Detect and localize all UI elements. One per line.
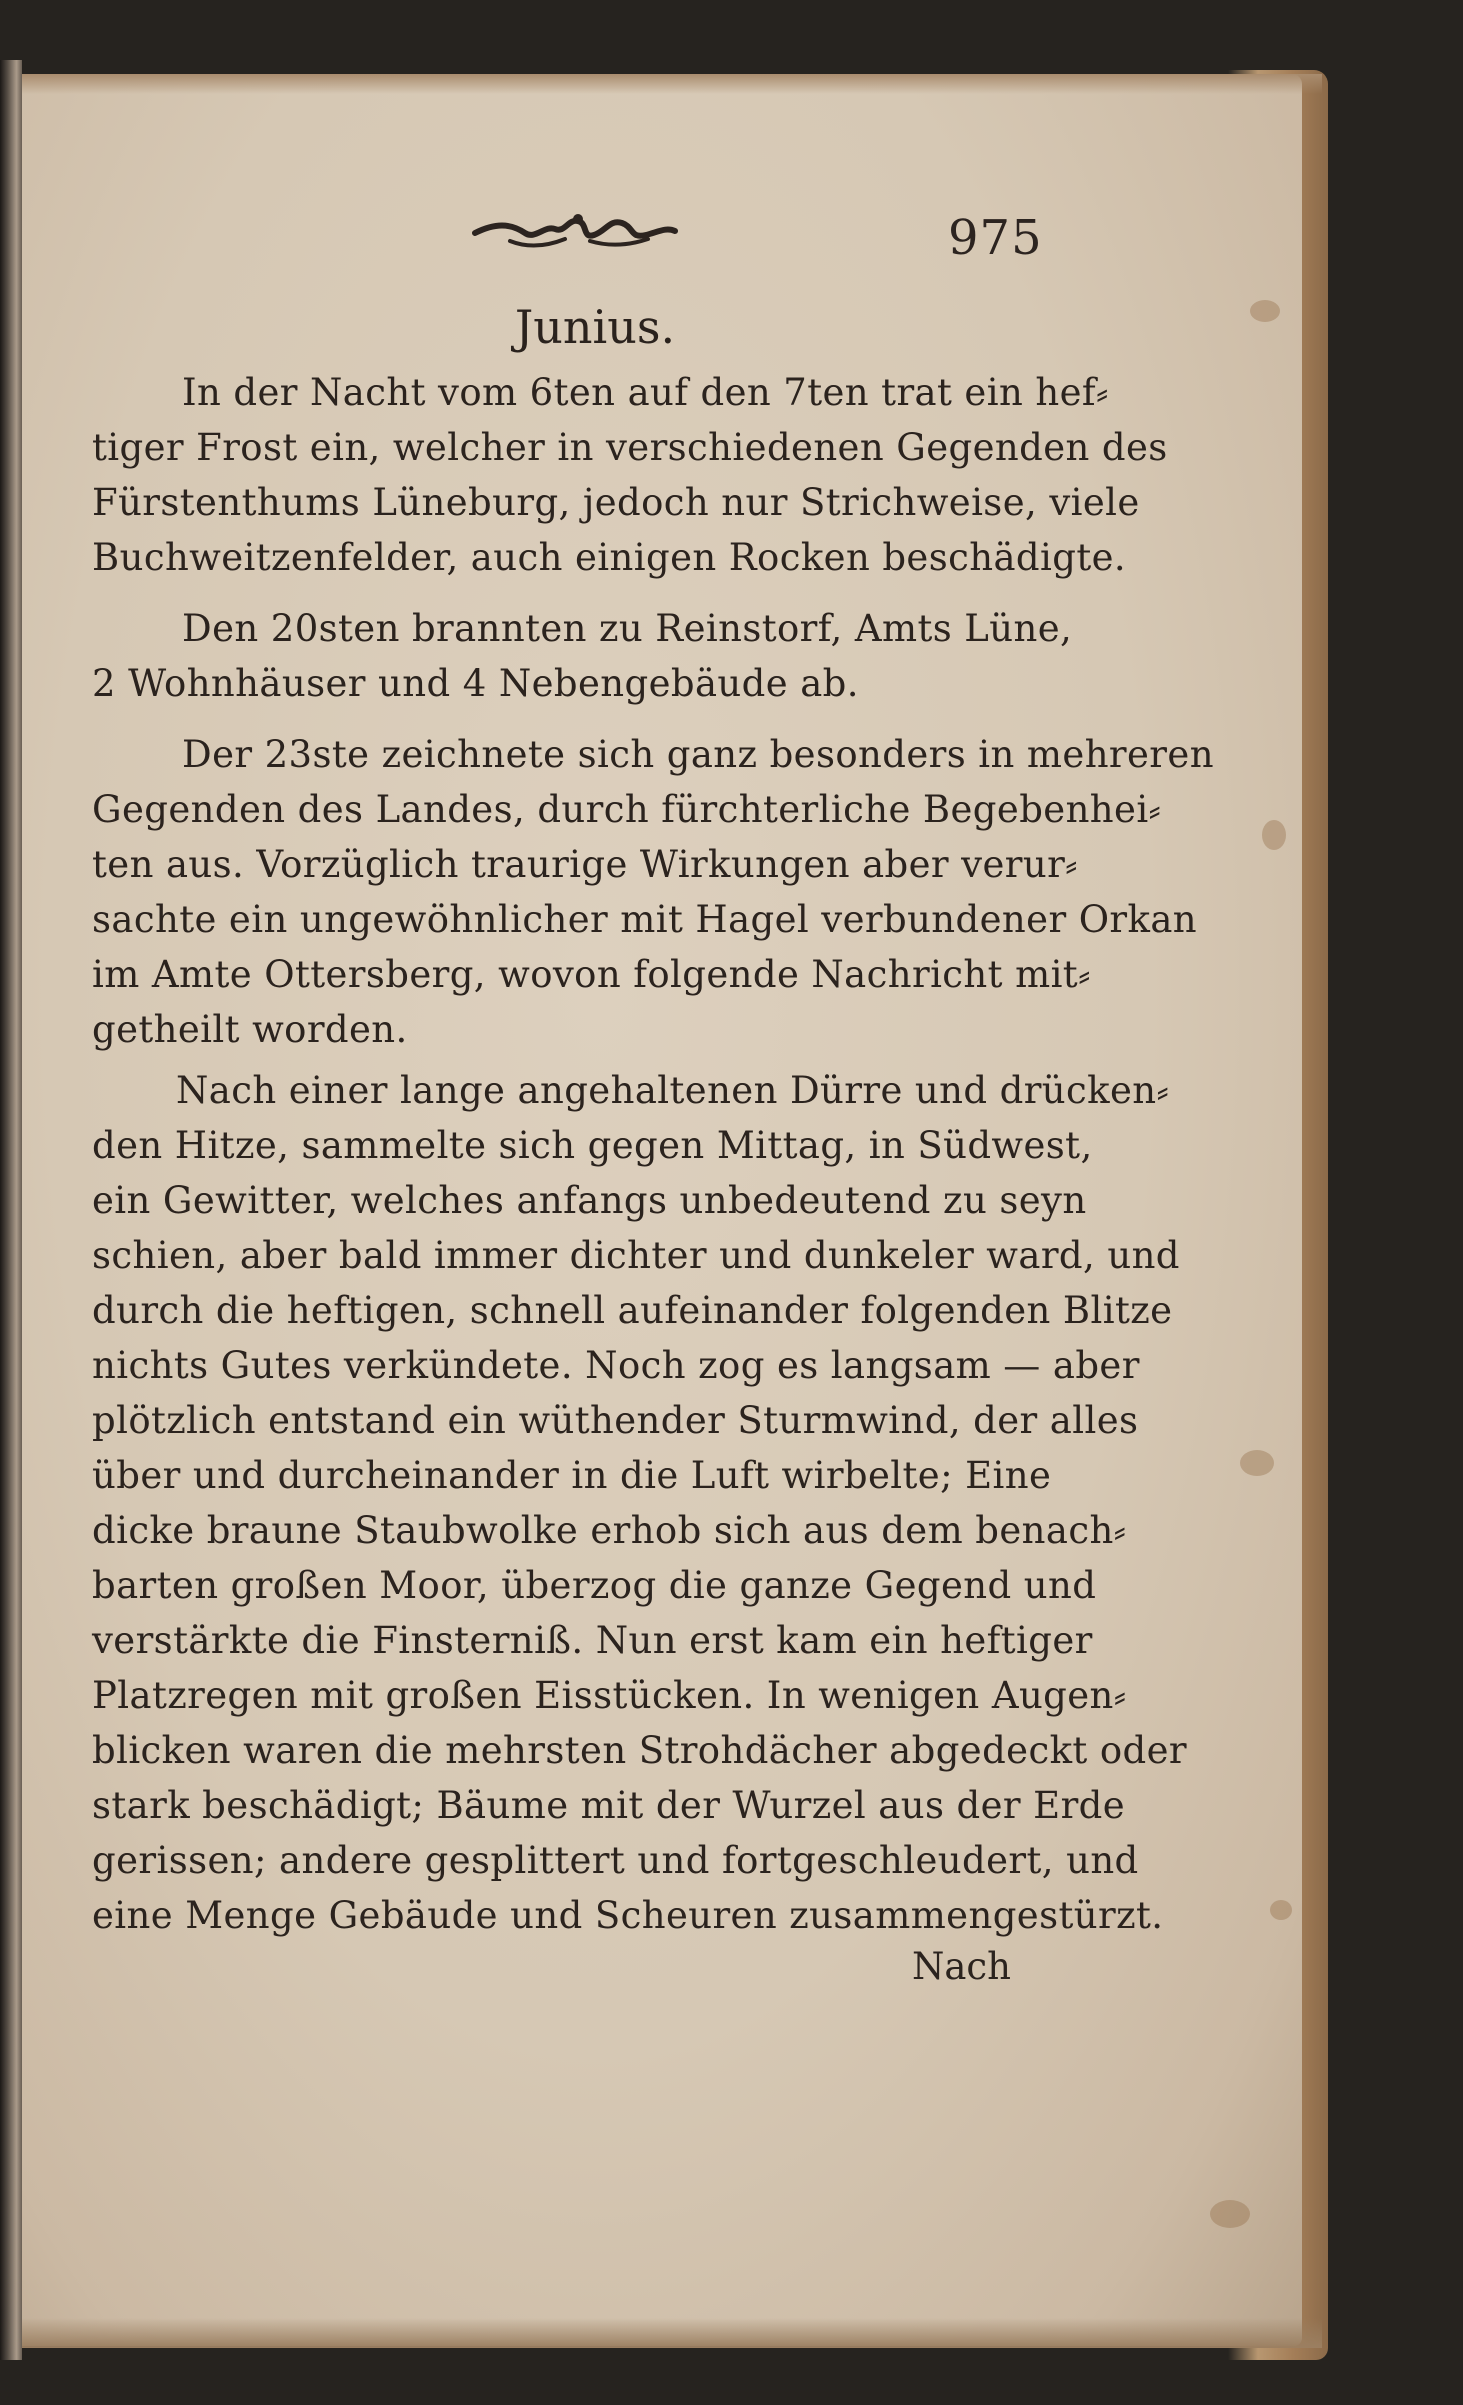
- text-line: barten großen Moor, überzog die ganze Gegend und: [92, 1564, 1097, 1607]
- text-line: gerissen; andere gesplittert und fortgeschleudert, und: [92, 1839, 1139, 1882]
- foxing-stain: [1262, 820, 1286, 850]
- foxing-stain: [1270, 1900, 1292, 1920]
- text-line: ten aus. Vorzüglich traurige Wirkungen aber verur⸗: [92, 843, 1078, 886]
- text-line: im Amte Ottersberg, wovon folgende Nachricht mit⸗: [92, 953, 1091, 996]
- page-bottom-edge: [22, 2318, 1322, 2348]
- fleuron-ornament-icon: [470, 205, 680, 255]
- text-line: stark beschädigt; Bäume mit der Wurzel aus der Erde: [92, 1784, 1126, 1827]
- text-line: durch die heftigen, schnell aufeinander folgenden Blitze: [92, 1289, 1173, 1332]
- text-line: Buchweitzenfelder, auch einigen Rocken beschädigte.: [92, 536, 1127, 579]
- text-line: über und durcheinander in die Luft wirbelte; Eine: [92, 1454, 1052, 1497]
- foxing-stain: [1250, 300, 1280, 322]
- text-line: dicke braune Staubwolke erhob sich aus dem benach⸗: [92, 1509, 1127, 1552]
- text-line: Der 23ste zeichnete sich ganz besonders in mehreren: [182, 733, 1214, 776]
- page-top-edge: [22, 74, 1322, 94]
- text-line: den Hitze, sammelte sich gegen Mittag, in Südwest,: [92, 1124, 1093, 1167]
- text-line: 2 Wohnhäuser und 4 Nebengebäude ab.: [92, 662, 859, 705]
- catchword: Nach: [912, 1945, 1011, 1988]
- foxing-stain: [1240, 1450, 1274, 1476]
- text-line: plötzlich entstand ein wüthender Sturmwind, der alles: [92, 1399, 1139, 1442]
- foxing-stain: [1210, 2200, 1250, 2228]
- text-line: nichts Gutes verkündete. Noch zog es langsam — aber: [92, 1344, 1140, 1387]
- text-line: Fürstenthums Lüneburg, jedoch nur Strichweise, viele: [92, 481, 1140, 524]
- section-heading: Junius.: [514, 300, 676, 354]
- text-line: tiger Frost ein, welcher in verschiedenen Gegenden des: [92, 426, 1168, 469]
- text-line: ein Gewitter, welches anfangs unbedeutend zu seyn: [92, 1179, 1087, 1222]
- text-line: Den 20sten brannten zu Reinstorf, Amts Lüne,: [182, 607, 1073, 650]
- text-line: sachte ein ungewöhnlicher mit Hagel verbundener Orkan: [92, 898, 1198, 941]
- text-line: eine Menge Gebäude und Scheuren zusammengestürzt.: [92, 1894, 1164, 1937]
- text-line: In der Nacht vom 6ten auf den 7ten trat ein hef⸗: [182, 371, 1109, 414]
- text-line: verstärkte die Finsterniß. Nun erst kam ein heftiger: [92, 1619, 1093, 1662]
- text-line: schien, aber bald immer dichter und dunkeler ward, und: [92, 1234, 1180, 1277]
- text-line: Nach einer lange angehaltenen Dürre und drücken⸗: [176, 1069, 1170, 1112]
- text-line: Platzregen mit großen Eisstücken. In wenigen Augen⸗: [92, 1674, 1127, 1717]
- text-line: Gegenden des Landes, durch fürchterliche Begebenhei⸗: [92, 788, 1162, 831]
- page-number: 975: [948, 210, 1043, 266]
- text-line: blicken waren die mehrsten Strohdächer abgedeckt oder: [92, 1729, 1187, 1772]
- text-line: getheilt worden.: [92, 1008, 408, 1051]
- facing-page-edge: [0, 60, 22, 2360]
